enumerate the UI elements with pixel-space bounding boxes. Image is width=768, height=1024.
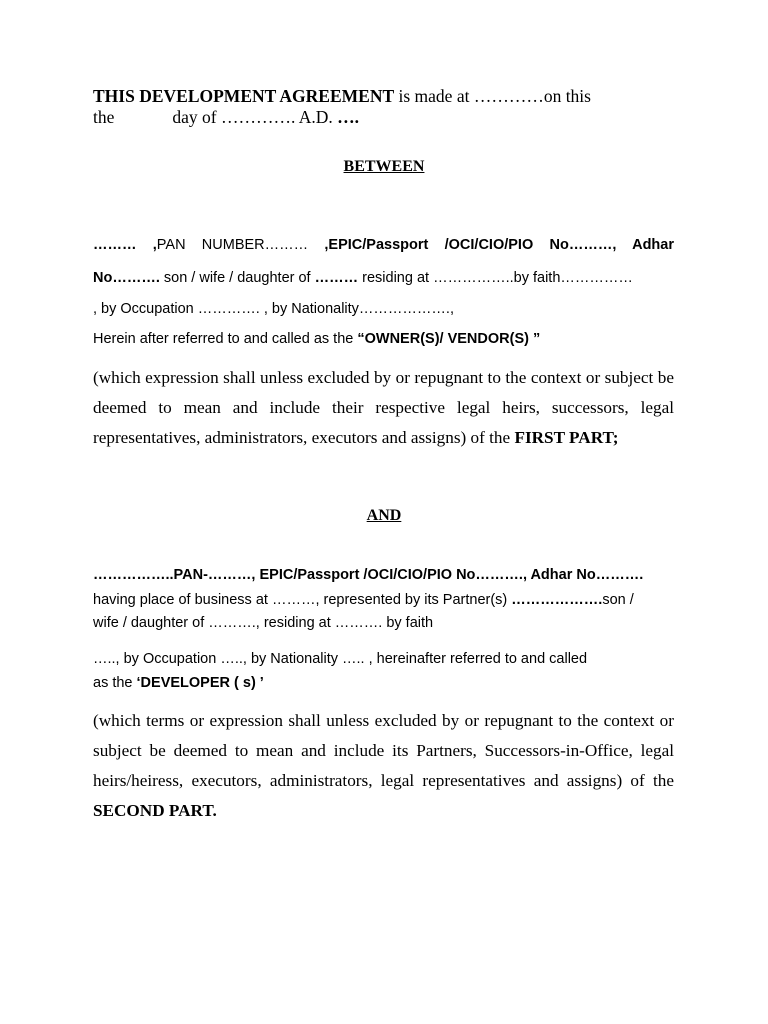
first-part-label: FIRST PART; <box>514 428 619 447</box>
second-party-line-2 <box>93 592 634 608</box>
second-part-label: SECOND PART. <box>93 801 217 820</box>
agreement-title: THIS DEVELOPMENT AGREEMENT <box>93 86 395 106</box>
second-party-clause <box>93 706 674 826</box>
owner-vendor-label: “OWNER(S)/ VENDOR(S) ” <box>357 331 541 347</box>
first-party-line-4 <box>93 331 540 347</box>
first-party-id-numbers: ,EPIC/Passport /OCI/CIO/PIO No………, Adhar <box>324 237 674 253</box>
first-clause-text: (which expression shall unless excluded by or repugnant to the context or subject be deemed to mean and include their respective legal heirs, successors, legal representatives, administrators, executors and assigns) of the <box>93 368 674 447</box>
first-party-parent-blank: ……… <box>314 270 359 286</box>
title-rest: is made at …………on this <box>394 86 591 106</box>
first-party-referred-as: Herein after referred to and called as the <box>93 331 358 347</box>
second-party-as-the: as the <box>93 675 137 691</box>
title-line2-the: the <box>93 107 115 127</box>
agreement-title-paragraph <box>93 86 683 128</box>
between-heading: BETWEEN <box>343 158 425 175</box>
second-party-line-4: ….., by Occupation ….., by Nationality ….. , hereinafter referred to and called <box>93 651 588 667</box>
second-party-line-5 <box>93 675 264 691</box>
first-party-line-1 <box>93 237 674 253</box>
first-party-adhar-no: No………. <box>93 270 160 286</box>
first-party-line-2 <box>93 270 633 286</box>
second-party-business: having place of business at ………, represented by its Partner(s) <box>93 592 512 608</box>
first-party-line-3: , by Occupation …………. , by Nationality………………., <box>93 301 454 317</box>
title-line2-day: day of …………. A.D. <box>172 107 338 127</box>
second-clause-text: (which terms or expression shall unless excluded by or repugnant to the context or subject be deemed to mean and include its Partners, Successors-in-Office, legal heirs/heiress, executors, administrators, legal representatives and assigns) of the <box>93 711 674 790</box>
title-line2-dots: …. <box>337 107 360 127</box>
first-party-pan: PAN NUMBER……… <box>156 237 325 253</box>
second-party-line-1 <box>93 567 643 583</box>
developer-label: ‘DEVELOPER ( s) ’ <box>136 675 264 691</box>
first-party-name-blank: ……… , <box>93 237 157 253</box>
second-party-id-numbers: ……………..PAN-………, EPIC/Passport /OCI/CIO/PIO No………., Adhar No………. <box>93 567 644 583</box>
second-party-line-3: wife / daughter of ………., residing at ………. by faith <box>93 615 434 631</box>
first-party-clause <box>93 363 674 453</box>
and-heading: AND <box>366 507 402 524</box>
second-party-partner-blank: ………………. <box>511 592 603 608</box>
first-party-residence: residing at ……………..by faith…………… <box>358 270 633 286</box>
second-party-son: son / <box>602 592 634 608</box>
first-party-relation: son / wife / daughter of <box>159 270 315 286</box>
